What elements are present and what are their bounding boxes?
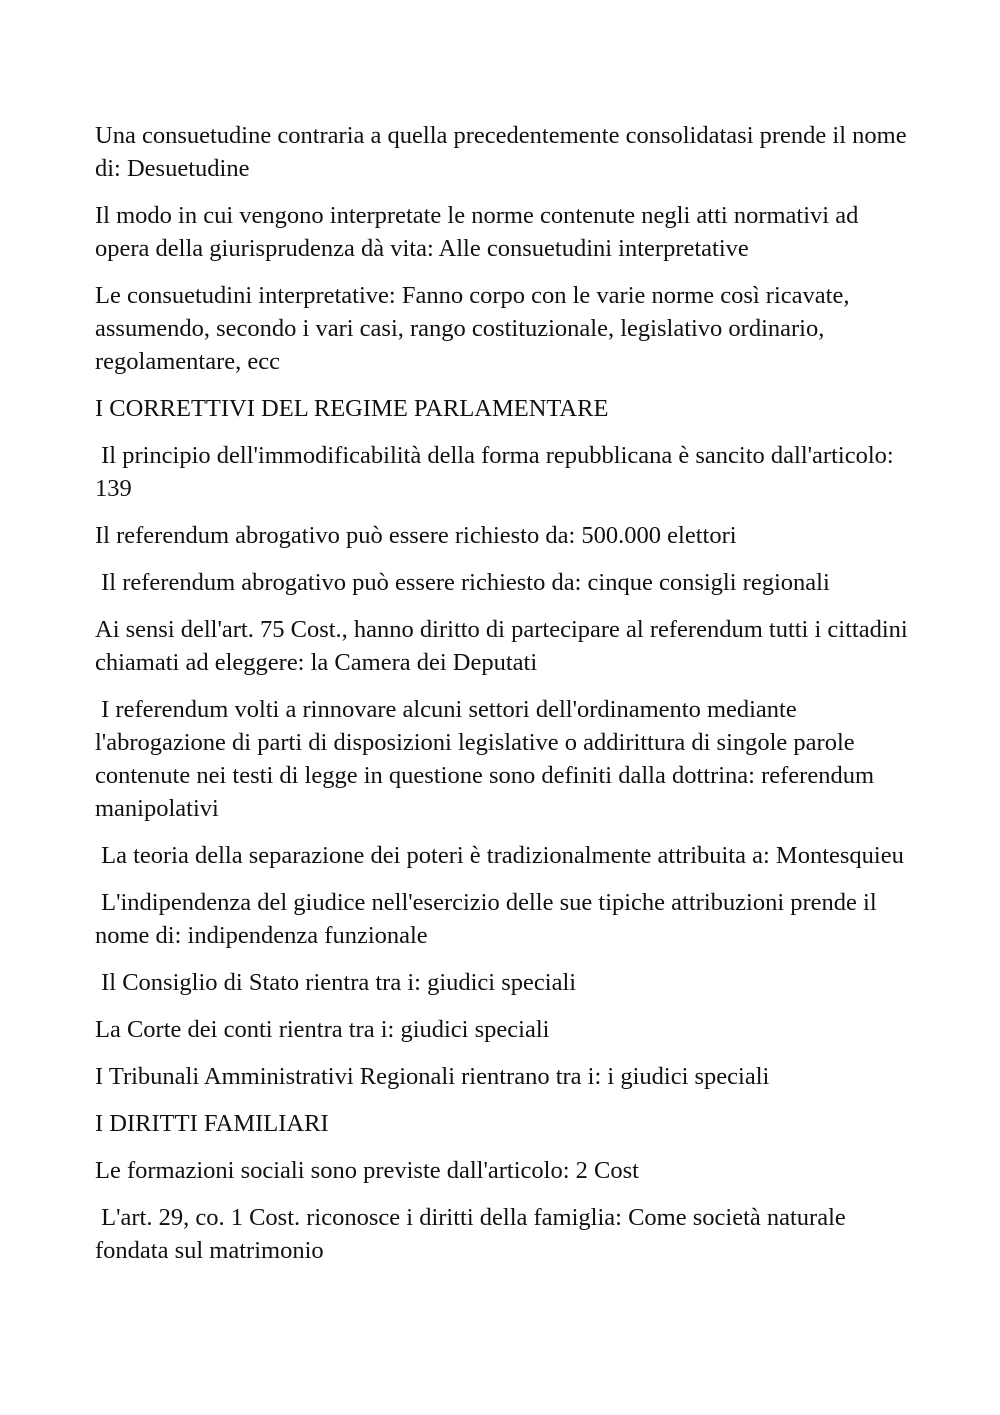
document-page [95,119,914,1281]
paragraph: La teoria della separazione dei poteri è tradizionalmente attribuita a: Montesquieu [101,842,904,869]
paragraph: Il referendum abrogativo può essere richiesto da: cinque consigli regionali [101,569,830,596]
section-heading: I DIRITTI FAMILIARI [95,1110,329,1137]
paragraph: Il principio dell'immodificabilità della forma repubblicana è sancito dall'articolo: 139 [95,442,900,502]
paragraph: Il modo in cui vengono interpretate le norme contenute negli atti normativi ad opera della giurisprudenza dà vita: Alle consuetudini interpretative [95,202,865,262]
paragraph: I Tribunali Amministrativi Regionali rientrano tra i: i giudici speciali [95,1063,770,1090]
paragraph: Le formazioni sociali sono previste dall'articolo: 2 Cost [95,1157,639,1184]
paragraph: Le consuetudini interpretative: Fanno corpo con le varie norme così ricavate, assumendo, secondo i vari casi, rango costituzionale, legislativo ordinario, regolamentare, ecc [95,282,856,375]
paragraph: I referendum volti a rinnovare alcuni settori dell'ordinamento mediante l'abrogazione di parti di disposizioni legislative o addirittura di singole parole contenute nei testi di legge in questione sono definiti dalla dottrina: referendum manipolativi [95,696,881,822]
paragraph: L'indipendenza del giudice nell'esercizio delle sue tipiche attribuzioni prende il nome di: indipendenza funzionale [95,889,883,949]
paragraph: La Corte dei conti rientra tra i: giudici speciali [95,1016,550,1043]
paragraph: Il Consiglio di Stato rientra tra i: giudici speciali [101,969,577,996]
paragraph: Ai sensi dell'art. 75 Cost., hanno diritto di partecipare al referendum tutti i cittadini chiamati ad eleggere: la Camera dei Deputati [95,616,914,676]
paragraph: L'art. 29, co. 1 Cost. riconosce i diritti della famiglia: Come società naturale fondata sul matrimonio [95,1204,852,1264]
section-heading: I CORRETTIVI DEL REGIME PARLAMENTARE [95,395,609,422]
paragraph: Una consuetudine contraria a quella precedentemente consolidatasi prende il nome di: Desuetudine [95,122,913,182]
paragraph: Il referendum abrogativo può essere richiesto da: 500.000 elettori [95,522,737,549]
